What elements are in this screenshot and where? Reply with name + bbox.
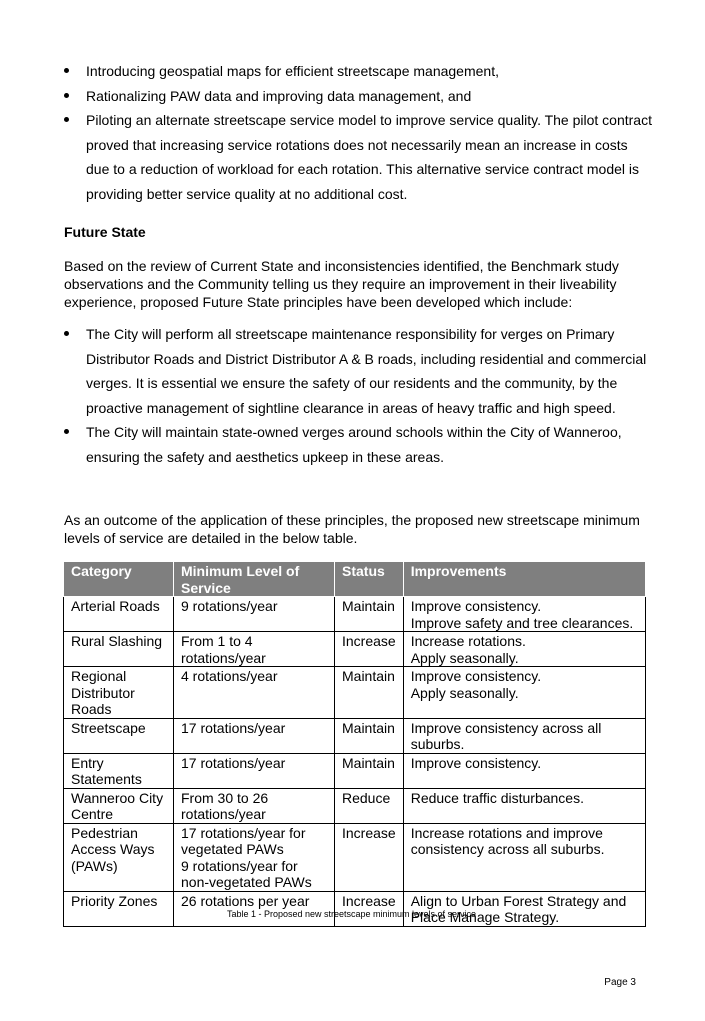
cell-improvements: Reduce traffic disturbances. (403, 788, 645, 823)
bullet-text: The City will perform all streetscape maintenance responsibility for verges on Primary Distributor Roads and District Distributor A & B roads, including residential and commercial verges. It is essential we ensure the safety of our residents and the community, by the proactive management of sightline clearance in areas of heavy traffic and high speed. (86, 326, 647, 416)
bullet-item (64, 420, 654, 469)
bullet-dot-icon (64, 117, 69, 122)
header-category: Category (64, 562, 174, 597)
cell-improvements: Increase rotations and improve consistency across all suburbs. (403, 823, 645, 891)
header-status: Status (335, 562, 404, 597)
table-caption (0, 909, 705, 919)
table-row (64, 632, 646, 667)
cell-status: Maintain (335, 667, 404, 719)
table-row (64, 718, 646, 753)
page-number: Page 3 (604, 977, 636, 988)
cell-improvements: Improve consistency across all suburbs. (403, 718, 645, 753)
cell-minimum-level: From 30 to 26 rotations/year (174, 788, 335, 823)
bullet-item (64, 59, 654, 84)
table-row (64, 667, 646, 719)
cell-category: Pedestrian Access Ways (PAWs) (64, 823, 174, 891)
cell-minimum-level: 17 rotations/year for vegetated PAWs 9 rotations/year for non-vegetated PAWs (174, 823, 335, 891)
intro-paragraph: Based on the review of Current State and inconsistencies identified, the Benchmark study observations and the Community telling us they require an improvement in their liveability experience, proposed Future State principles have been developed which include: (64, 258, 619, 310)
cell-improvements: Increase rotations. Apply seasonally. (403, 632, 645, 667)
bullet-dot-icon (64, 68, 69, 73)
cell-status: Increase (335, 823, 404, 891)
cell-status: Increase (335, 891, 404, 926)
cell-improvements: Improve consistency. Apply seasonally. (403, 667, 645, 719)
section-heading: Future State (64, 224, 146, 240)
cell-minimum-level: 4 rotations/year (174, 667, 335, 719)
bullet-text: The City will maintain state-owned verges around schools within the City of Wanneroo, ensuring the safety and aesthetics upkeep in these areas. (86, 424, 622, 465)
cell-minimum-level: 17 rotations/year (174, 718, 335, 753)
cell-status: Maintain (335, 718, 404, 753)
table-row (64, 597, 646, 632)
cell-category: Rural Slashing (64, 632, 174, 667)
table-row (64, 788, 646, 823)
service-levels-table (63, 561, 646, 927)
cell-category: Entry Statements (64, 753, 174, 788)
bullet-dot-icon (64, 429, 69, 434)
table-body (64, 597, 646, 927)
cell-minimum-level: 26 rotations per year (174, 891, 335, 926)
header-improvements: Improvements (403, 562, 645, 597)
bullet-list-actions (64, 59, 654, 206)
table-header-row (64, 562, 646, 597)
cell-status: Maintain (335, 597, 404, 632)
header-minimum-level: Minimum Level of Service (174, 562, 335, 597)
cell-improvements: Align to Urban Forest Strategy and Place Manage Strategy. (403, 891, 645, 926)
cell-minimum-level: 17 rotations/year (174, 753, 335, 788)
bullet-text: Piloting an alternate streetscape service model to improve service quality. The pilot contract proved that increasing service rotations does not necessarily mean an increase in costs due to a reduction of workload for each rotation. This alternative service contract model is providing better service quality at no additional cost. (86, 112, 652, 202)
table-row (64, 753, 646, 788)
bullet-item (64, 108, 654, 206)
caption-text: Table 1 - Proposed new streetscape minimum levels of service (226, 909, 477, 919)
bullet-item (64, 84, 654, 109)
bullet-dot-icon (64, 331, 69, 336)
bullet-text: Rationalizing PAW data and improving data management, and (86, 87, 472, 104)
cell-status: Increase (335, 632, 404, 667)
table-row (64, 823, 646, 891)
cell-minimum-level: From 1 to 4 rotations/year (174, 632, 335, 667)
cell-improvements: Improve consistency. Improve safety and tree clearances. (403, 597, 645, 632)
cell-category: Arterial Roads (64, 597, 174, 632)
outcome-paragraph: As an outcome of the application of these principles, the proposed new streetscape minimum levels of service are detailed in the below table. (64, 512, 640, 546)
bullet-text: Introducing geospatial maps for efficient streetscape management, (86, 63, 499, 79)
cell-status: Maintain (335, 753, 404, 788)
bullet-item (64, 322, 654, 420)
cell-improvements: Improve consistency. (403, 753, 645, 788)
bullet-dot-icon (64, 93, 69, 98)
cell-category: Wanneroo City Centre (64, 788, 174, 823)
cell-status: Reduce (335, 788, 404, 823)
cell-category: Streetscape (64, 718, 174, 753)
bullet-list-principles (64, 322, 654, 469)
cell-category: Regional Distributor Roads (64, 667, 174, 719)
cell-minimum-level: 9 rotations/year (174, 597, 335, 632)
cell-category: Priority Zones (64, 891, 174, 926)
